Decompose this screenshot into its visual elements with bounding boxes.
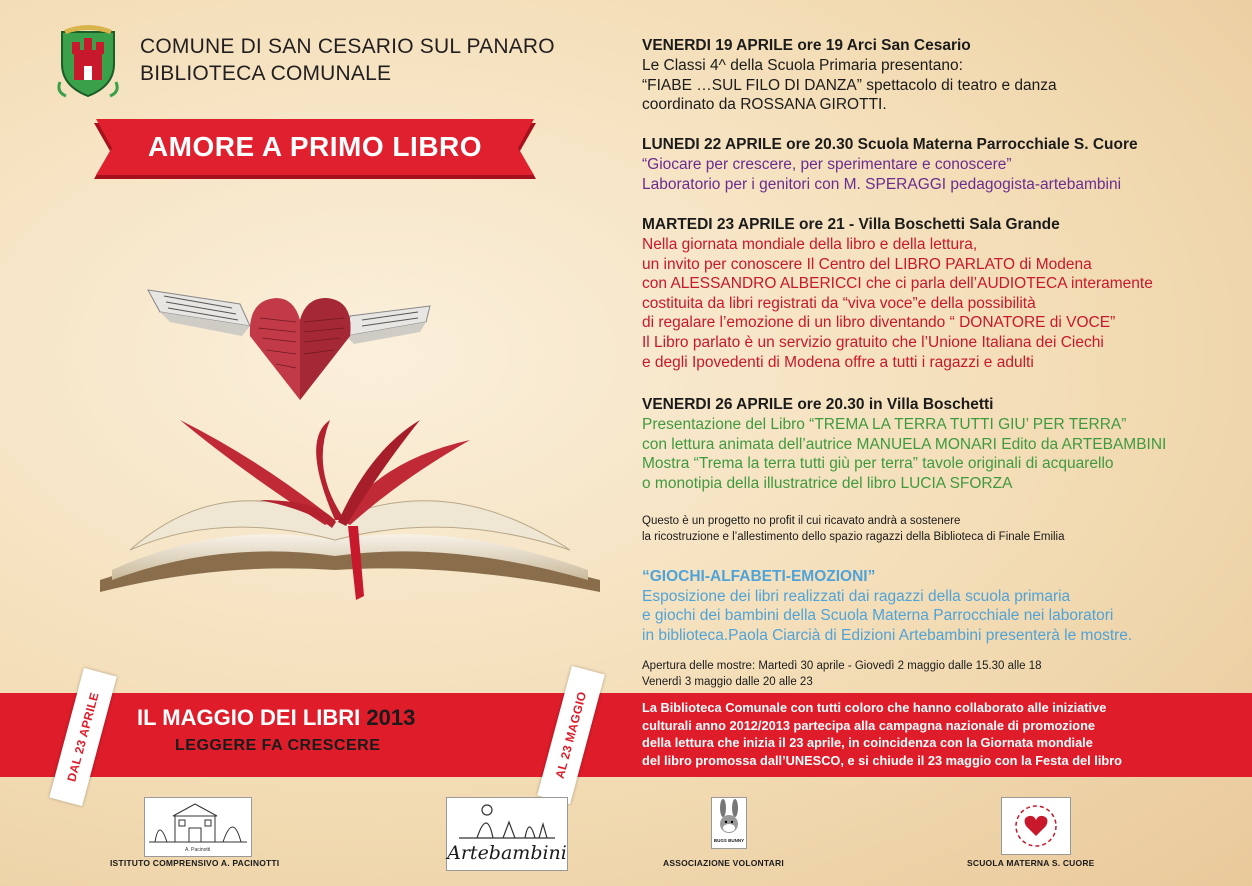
campaign-year: 2013 (366, 705, 416, 730)
event-heading: MARTEDI 23 APRILE ore 21 - Villa Boschetti Sala Grande (642, 216, 1060, 233)
campaign-title-text: IL MAGGIO DEI LIBRI (137, 705, 361, 730)
artebambini-logo (446, 797, 568, 871)
event-heading: LUNEDI 22 APRILE ore 20.30 Scuola Materna Parrocchiale S. Cuore (642, 136, 1138, 153)
school-building-sketch-icon (145, 798, 251, 856)
event-line: e degli Ipovedenti di Modena offre a tutti i ragazzi e adulti (642, 353, 1034, 371)
exhibition-block (642, 567, 1242, 645)
municipality-name: COMUNE DI SAN CESARIO SUL PANARO (140, 35, 555, 58)
campaign-description (642, 699, 1122, 769)
end-date-label: AL 23 MAGGIO (552, 690, 590, 780)
event-19-april (642, 36, 1242, 115)
event-line: o monotipia della illustratrice del libro LUCIA SFORZA (642, 474, 1013, 492)
event-line: Laboratorio per i genitori con M. SPERAGGI pedagogista-artebambini (642, 175, 1122, 193)
exhibition-line: in biblioteca.Paola Ciarcià di Edizioni Artebambini presenterà le mostre. (642, 626, 1133, 644)
event-line: “FIABE …SUL FILO DI DANZA” spettacolo di teatro e danza (642, 76, 1057, 94)
opening-line: Venerdì 3 maggio dalle 20 alle 23 (642, 676, 813, 688)
event-line: Mostra “Trema la terra tutti giù per terra” tavole originali di acquarello (642, 455, 1114, 473)
note-line: la ricostruzione e l’allestimento dello spazio ragazzi della Biblioteca di Finale Emilia (642, 531, 1065, 543)
scuola-materna-logo (1001, 797, 1071, 855)
event-line: con ALESSANDRO ALBERICCI che ci parla dell’AUDIOTECA interamente (642, 275, 1153, 293)
event-line: “Giocare per crescere, per sperimentare e conoscere” (642, 156, 1012, 173)
exhibition-line: Esposizione dei libri realizzati dai ragazzi della scuola primaria (642, 587, 1071, 605)
page-title: AMORE A PRIMO LIBRO (147, 131, 483, 162)
bugs-bunny-icon (712, 798, 746, 838)
bugs-bunny-label: BUGS BUNNY (713, 838, 745, 843)
artebambini-brand: Artebambini (447, 842, 567, 864)
project-note (642, 513, 1242, 545)
bugs-bunny-logo (711, 797, 747, 849)
event-line: costituita da libri registrati da “viva voce”e della possibilità (642, 294, 1036, 312)
logo-caption: ASSOCIAZIONE VOLONTARI (663, 858, 784, 868)
exhibition-line: e giochi dei bambini della Scuola Materna Parrocchiale nei laboratori (642, 607, 1114, 625)
event-heading: VENERDI 26 APRILE ore 20.30 in Villa Boschetti (642, 396, 994, 413)
pacinotti-logo (144, 797, 252, 857)
opening-line: Apertura delle mostre: Martedì 30 aprile - Giovedì 2 maggio dalle 15.30 alle 18 (642, 660, 1042, 672)
start-date-label: DAL 23 APRILE (64, 690, 102, 784)
event-heading: VENERDI 19 APRILE ore 19 Arci San Cesario (642, 37, 971, 54)
event-line: un invito per conoscere Il Centro del LIBRO PARLATO di Modena (642, 255, 1092, 273)
event-line: di regalare l’emozione di un libro diventando “ DONATORE di VOCE” (642, 314, 1116, 332)
event-line: coordinato da ROSSANA GIROTTI. (642, 96, 887, 114)
municipal-crest-icon (52, 22, 124, 100)
event-26-april (642, 395, 1242, 493)
event-line: Le Classi 4^ della Scuola Primaria presentano: (642, 57, 963, 74)
svg-text:A. Pacinotti: A. Pacinotti (185, 847, 211, 853)
event-23-april (642, 215, 1242, 372)
campaign-title (137, 705, 415, 731)
logo-caption: SCUOLA MATERNA S. CUORE (967, 858, 1095, 868)
note-line: Questo è un progetto no profit il cui ricavato andrà a sostenere (642, 515, 961, 527)
event-line: Presentazione del Libro “TREMA LA TERRA TUTTI GIU’ PER TERRA” (642, 416, 1127, 433)
book-heart-illustration (100, 270, 600, 610)
campaign-line: della lettura che inizia il 23 aprile, in coincidenza con la Giornata mondiale (642, 735, 1093, 751)
event-line: Il Libro parlato è un servizio gratuito che l’Unione Italiana dei Ciechi (642, 333, 1104, 351)
event-line: Nella giornata mondiale della libro e della lettura, (642, 236, 978, 253)
library-name: BIBLIOTECA COMUNALE (140, 62, 392, 85)
event-22-april (642, 135, 1242, 194)
campaign-line: culturali anno 2012/2013 partecipa alla campagna nazionale di promozione (642, 717, 1096, 733)
exhibition-title: “GIOCHI-ALFABETI-EMOZIONI” (642, 568, 876, 585)
logo-caption: ISTITUTO COMPRENSIVO A. PACINOTTI (110, 858, 280, 868)
event-line: con lettura animata dell’autrice MANUELA MONARI Edito da ARTEBAMBINI (642, 435, 1167, 453)
heart-children-icon (1002, 798, 1070, 854)
campaign-line: del libro promossa dall’UNESCO, e si chiude il 23 maggio con la Festa del libro (642, 752, 1122, 768)
campaign-line: La Biblioteca Comunale con tutti coloro che hanno collaborato alle iniziative (642, 700, 1107, 715)
opening-hours (642, 658, 1242, 690)
campaign-subtitle: LEGGERE FA CRESCERE (175, 737, 381, 754)
